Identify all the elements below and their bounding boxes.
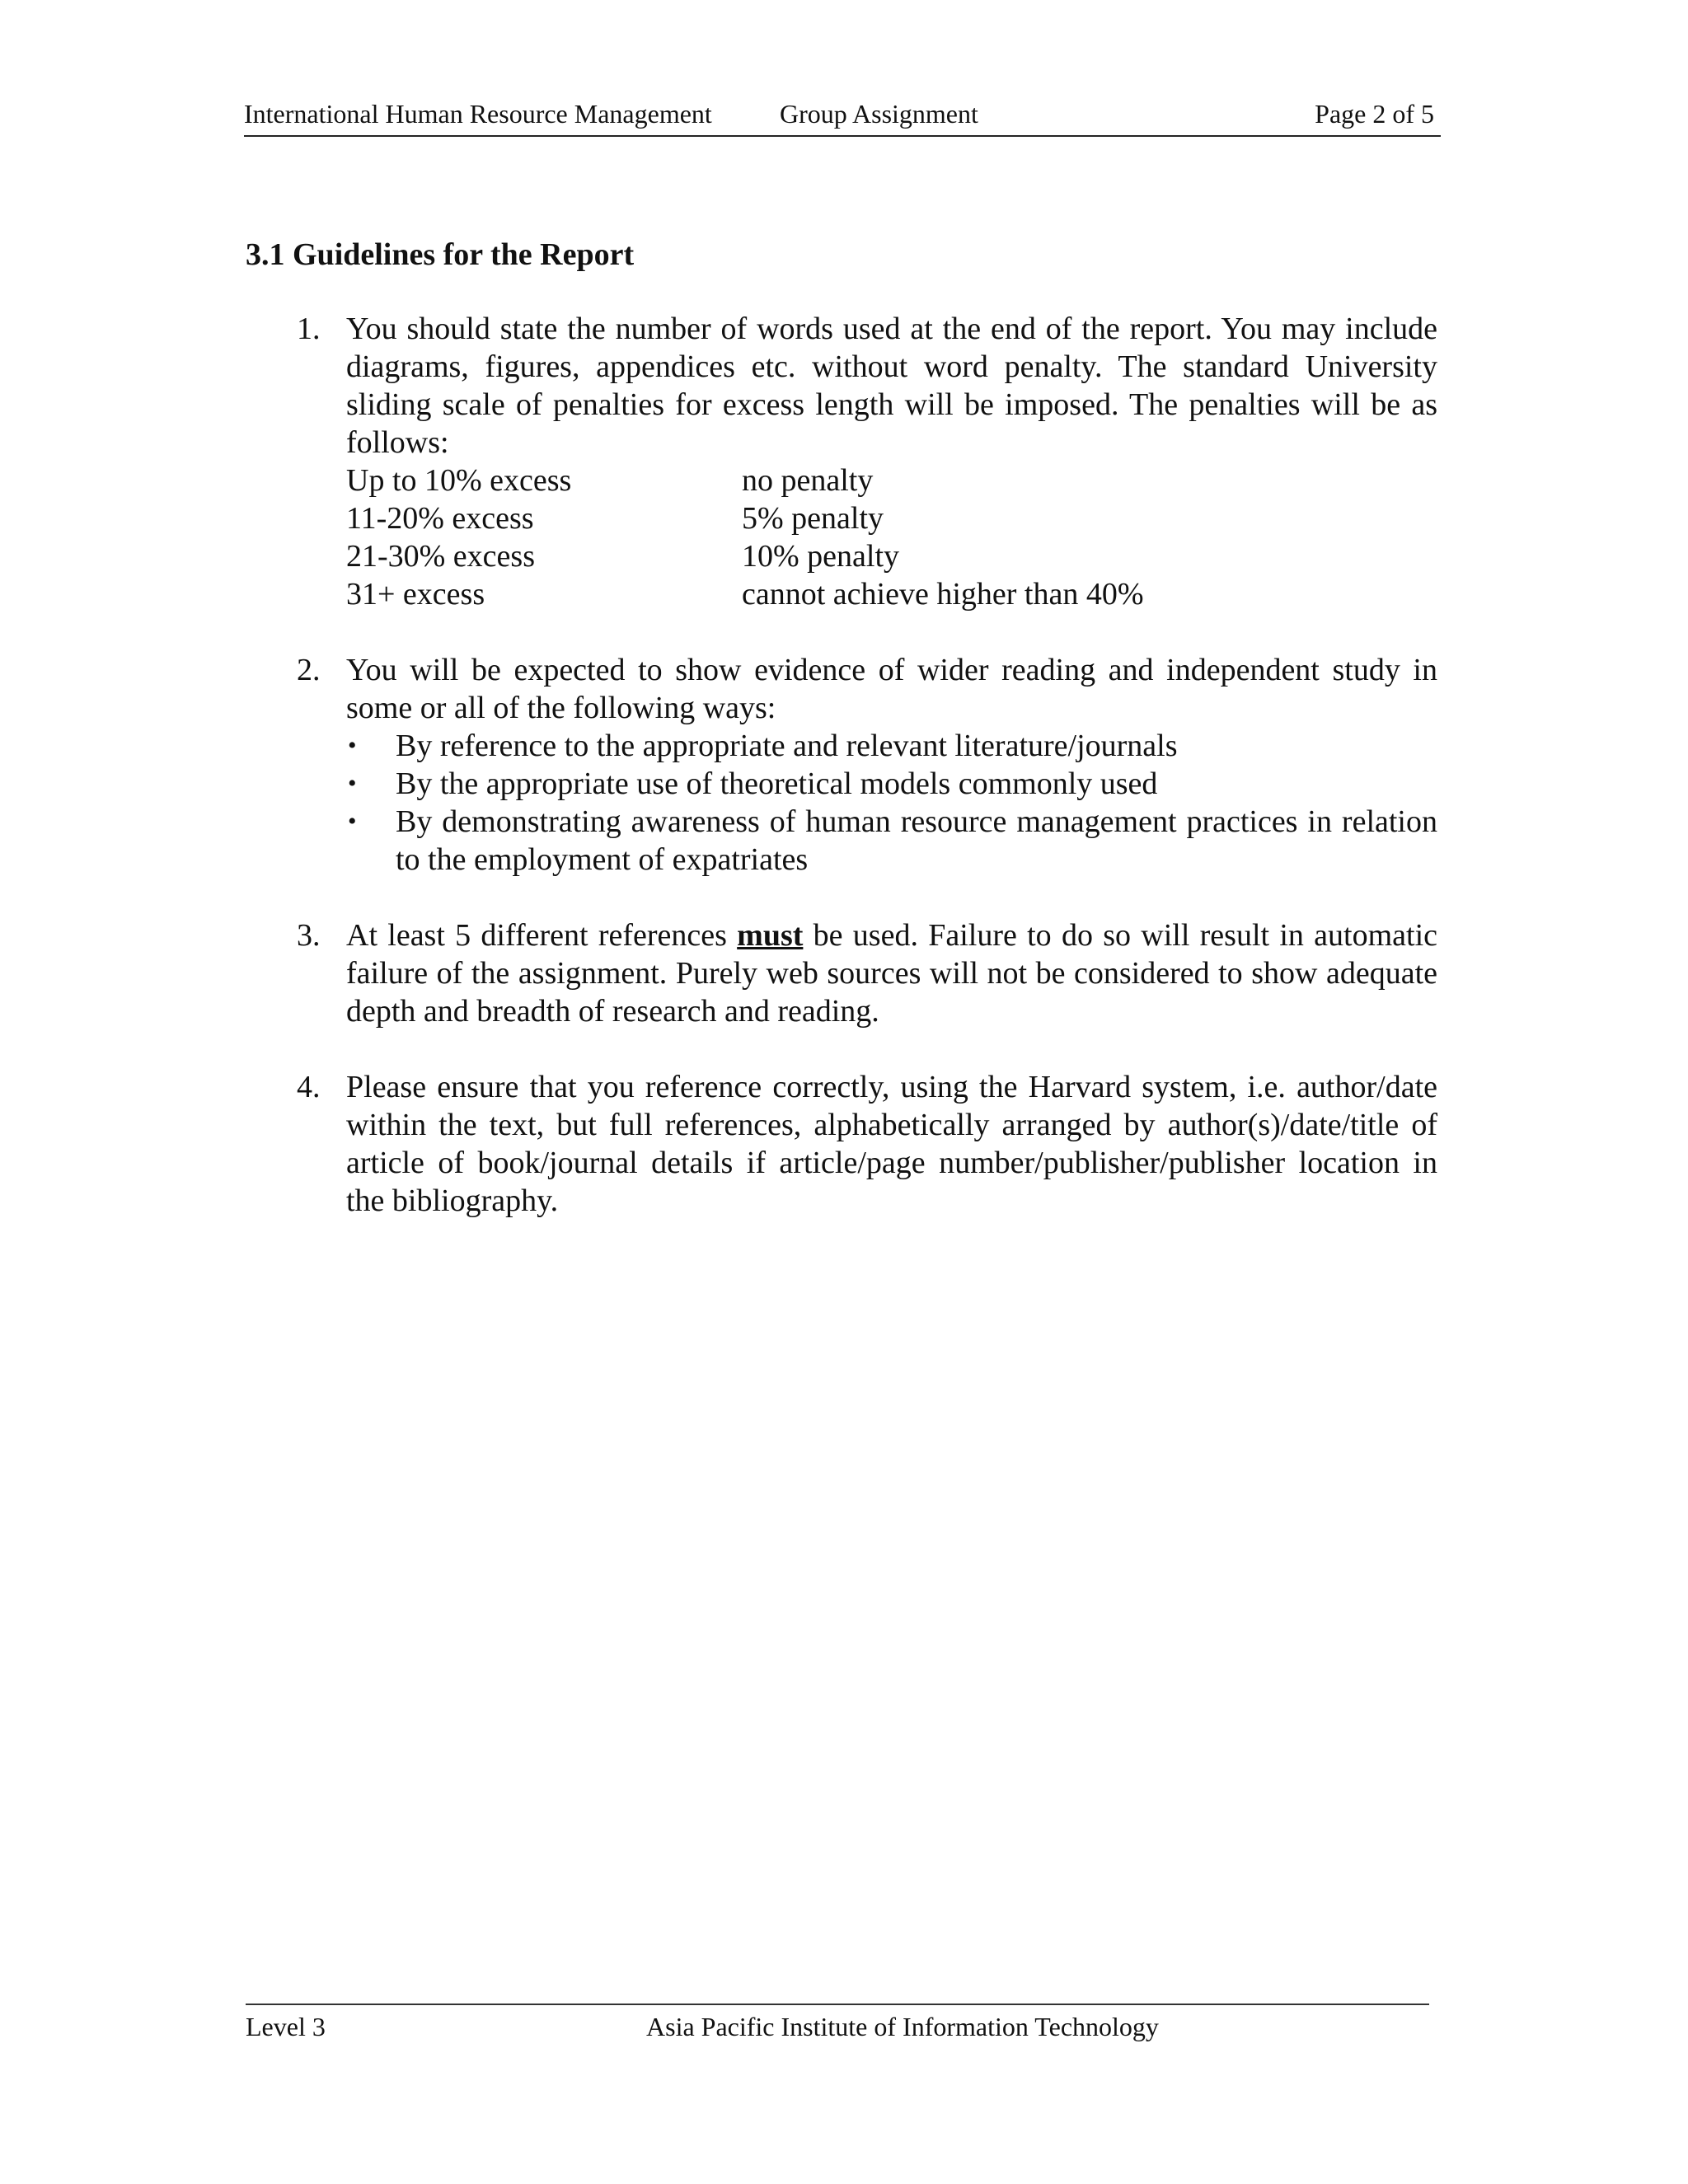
guidelines-list — [246, 310, 1437, 1258]
page-header — [244, 92, 1441, 137]
item-text: You should state the number of words used at the end of the report. You may include diagrams, figures, appendices etc. without word penalty. The standard University sliding scale of penalties for excess length will be imposed. The penalties will be as follows: — [346, 312, 1437, 460]
bullet-item — [346, 727, 1437, 765]
item-text — [346, 916, 1437, 1030]
footer-level: Level 3 — [246, 2012, 326, 2041]
item-number: 1. — [297, 312, 321, 346]
bullet-text: By demonstrating awareness of human resource management practices in relation to the employment of expatriates — [396, 804, 1437, 877]
item-text-after: be used. Failure to do so will result in automatic failure of the assignment. Purely web sources will not be considered to show adequate depth and breadth of research and reading. — [346, 918, 1437, 1029]
guideline-item-2 — [246, 651, 1437, 879]
header-course-title: International Human Resource Management — [244, 99, 712, 129]
bullet-item — [346, 765, 1437, 803]
header-page-number: Page 2 of 5 — [1315, 99, 1434, 129]
penalty-range: 11-20% excess — [346, 501, 534, 536]
bullet-list — [346, 727, 1437, 879]
guideline-item-3 — [246, 916, 1437, 1030]
emphasis-must: must — [737, 918, 804, 953]
bullet-icon: • — [348, 808, 357, 835]
page-footer — [246, 2008, 1429, 2046]
penalty-row — [346, 499, 1437, 537]
bullet-text: By the appropriate use of theoretical models commonly used — [396, 766, 1158, 801]
bullet-text: By reference to the appropriate and relevant literature/journals — [396, 729, 1178, 763]
item-number: 3. — [297, 918, 321, 953]
item-number: 2. — [297, 653, 321, 687]
penalty-row — [346, 537, 1437, 575]
item-text-before: At least 5 different references — [346, 918, 738, 953]
header-assignment-label: Group Assignment — [780, 99, 978, 129]
penalty-result: no penalty — [742, 463, 874, 498]
bullet-icon: • — [348, 732, 357, 759]
penalty-range: Up to 10% excess — [346, 463, 572, 498]
section-heading: 3.1 Guidelines for the Report — [246, 237, 635, 272]
guideline-item-1 — [246, 310, 1437, 613]
penalty-range: 31+ excess — [346, 577, 485, 612]
penalty-range: 21-30% excess — [346, 539, 535, 574]
footer-divider — [246, 2004, 1429, 2005]
item-number: 4. — [297, 1070, 321, 1104]
bullet-item — [346, 803, 1437, 879]
penalty-table — [346, 462, 1437, 613]
penalty-result: cannot achieve higher than 40% — [742, 577, 1144, 612]
footer-institution: Asia Pacific Institute of Information Technology — [646, 2012, 1159, 2041]
item-text: Please ensure that you reference correctly, using the Harvard system, i.e. author/date within the text, but full references, alphabetically arranged by author(s)/date/title of article of book/journal details if article/page number/publisher/publisher location in the bibliography. — [346, 1070, 1437, 1218]
guideline-item-4 — [246, 1068, 1437, 1220]
penalty-row — [346, 575, 1437, 613]
penalty-result: 10% penalty — [742, 539, 900, 574]
bullet-icon: • — [348, 770, 357, 797]
penalty-row — [346, 462, 1437, 499]
item-text: You will be expected to show evidence of wider reading and independent study in some or all of the following ways: — [346, 653, 1437, 725]
penalty-result: 5% penalty — [742, 501, 884, 536]
